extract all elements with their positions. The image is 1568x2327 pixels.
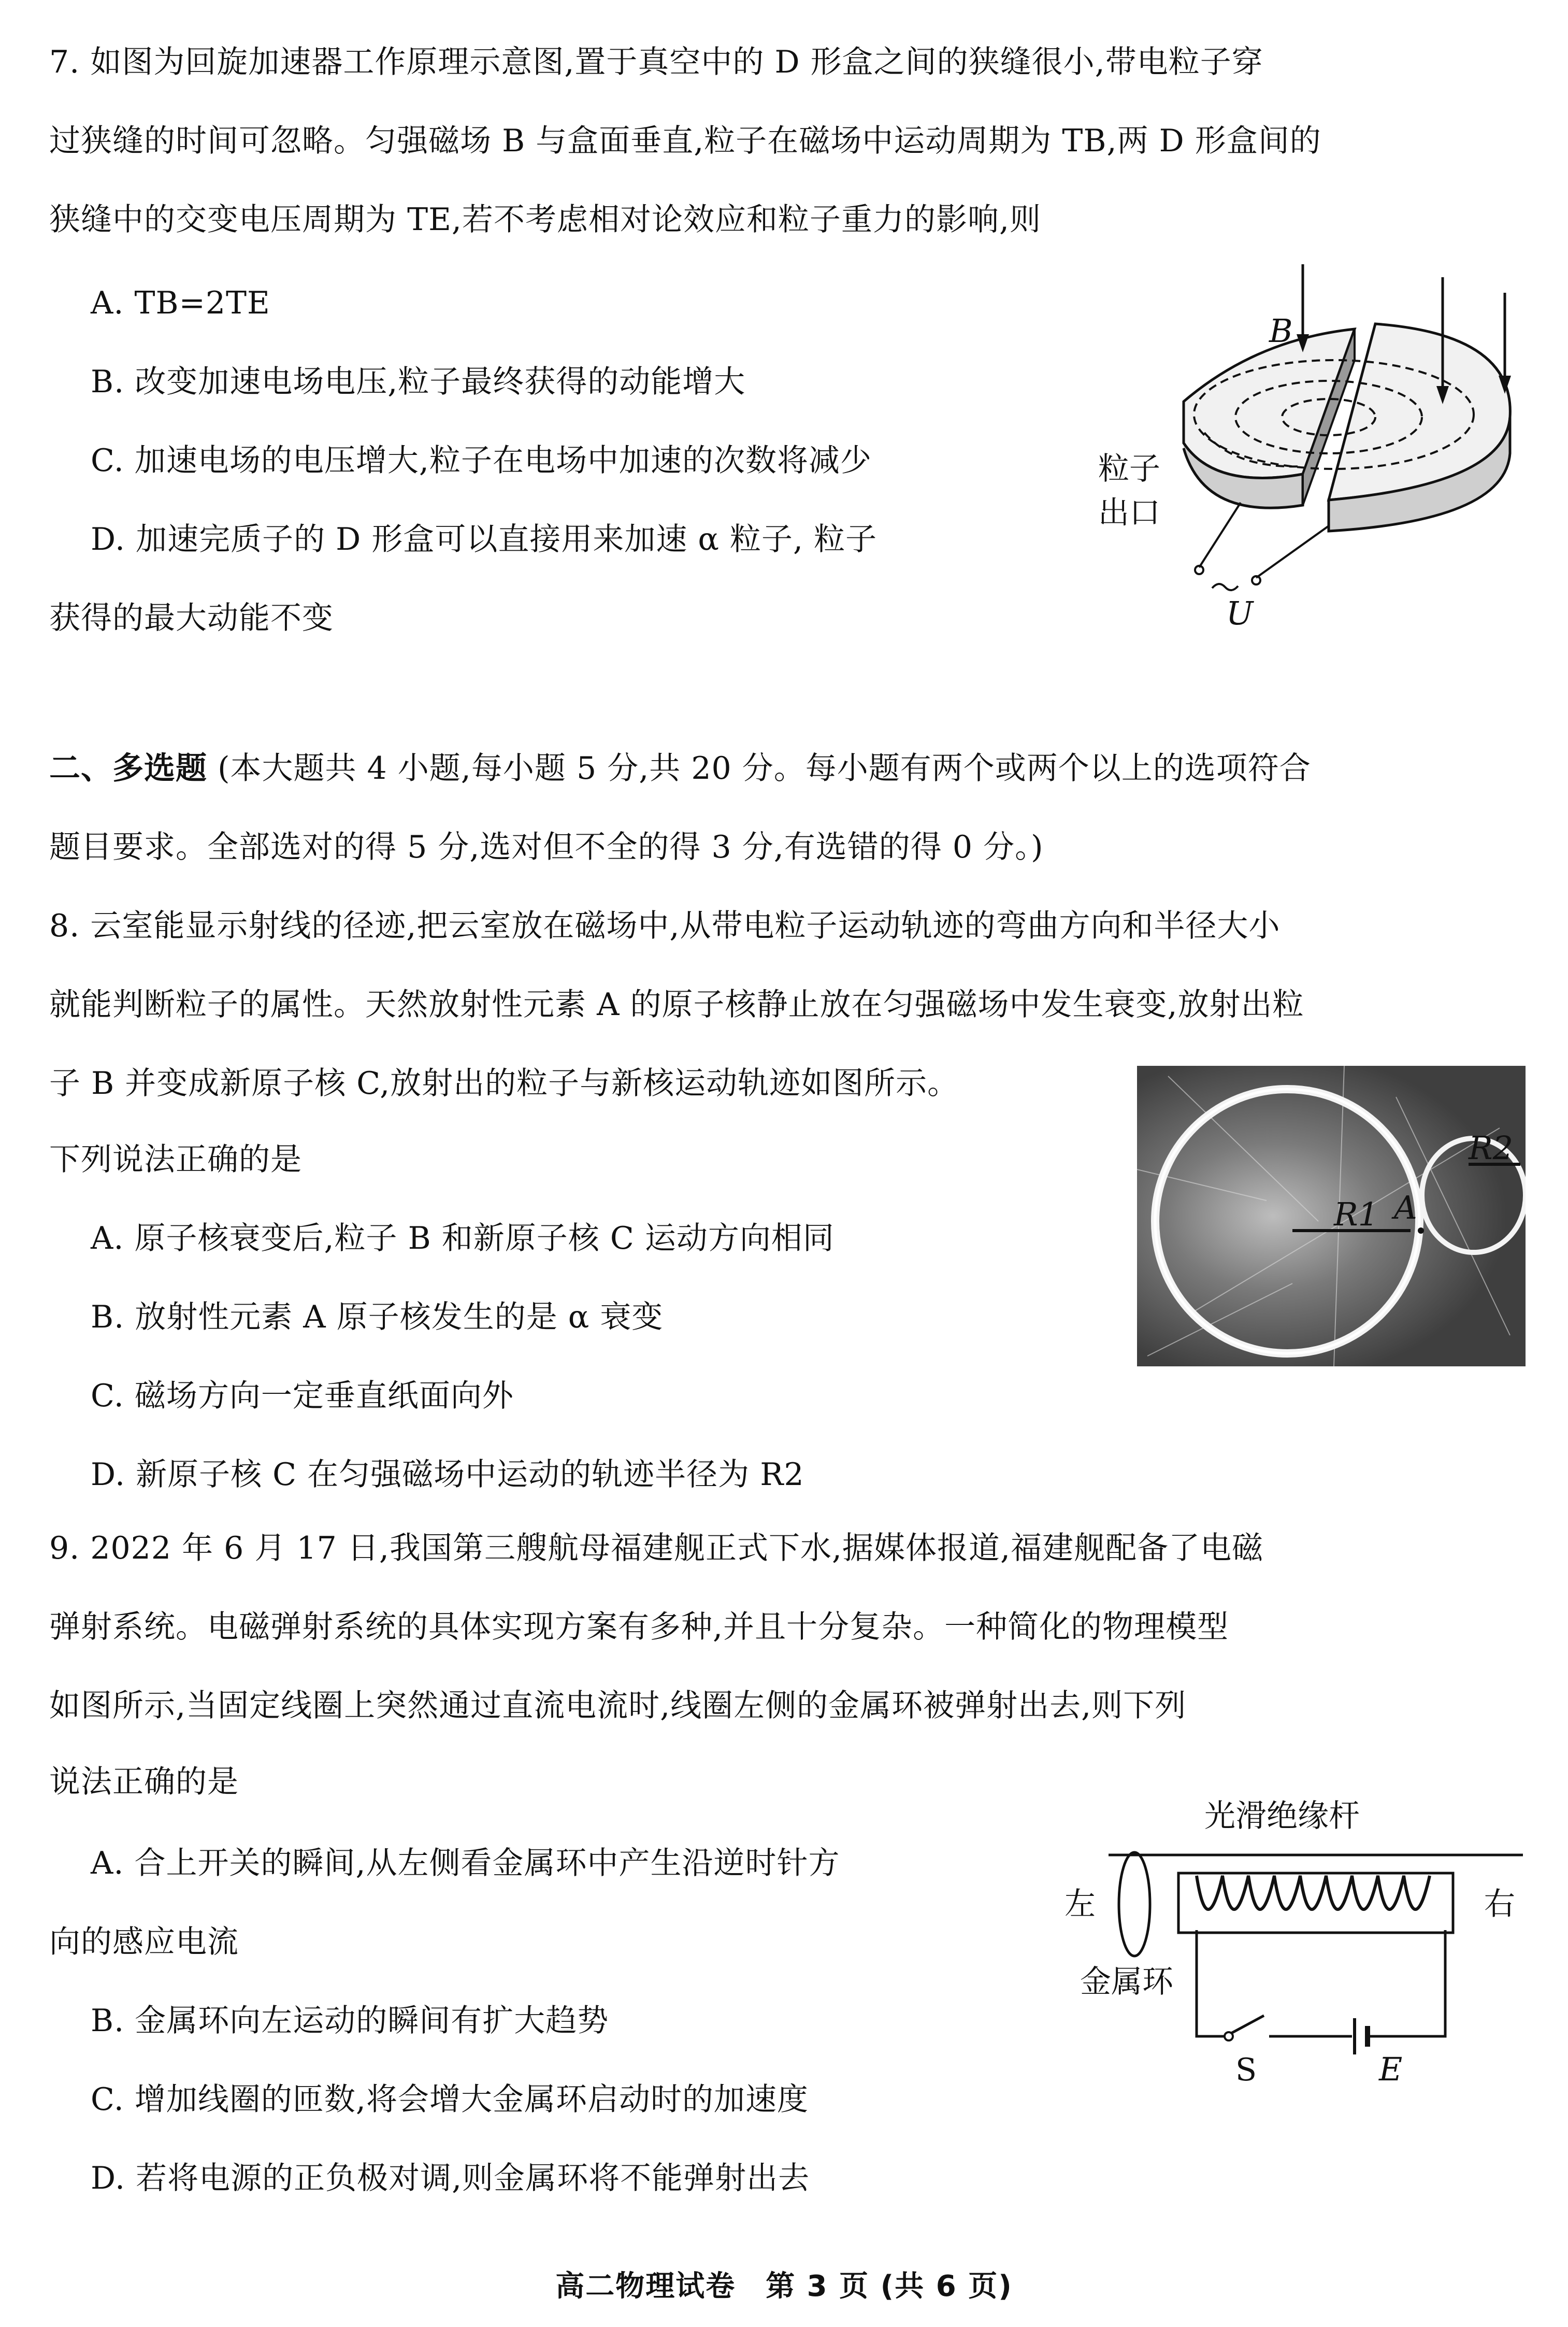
q8-line-1: 8. 云室能显示射线的径迹,把云室放在磁场中,从带电粒子运动轨迹的弯曲方向和半径大小 — [49, 908, 1281, 944]
q8-line-2: 就能判断粒子的属性。天然放射性元素 A 的原子核静止放在匀强磁场中发生衰变,放射出粒 — [49, 987, 1304, 1023]
q8-option-b: B. 放射性元素 A 原子核发生的是 α 衰变 — [91, 1299, 664, 1335]
q9-line-2: 弹射系统。电磁弹射系统的具体实现方案有多种,并且十分复杂。一种简化的物理模型 — [49, 1609, 1229, 1645]
rod-label: 光滑绝缘杆 — [1204, 1798, 1360, 1834]
q8-option-c: C. 磁场方向一定垂直纸面向外 — [91, 1378, 514, 1414]
ring-label: 金属环 — [1080, 1964, 1173, 2000]
q7-option-b: B. 改变加速电场电压,粒子最终获得的动能增大 — [91, 364, 746, 400]
cyclotron-figure — [1085, 262, 1541, 645]
em-launcher-figure — [1052, 1798, 1538, 2088]
right-label: 右 — [1484, 1886, 1515, 1922]
q9-option-d: D. 若将电源的正负极对调,则金属环将不能弹射出去 — [91, 2160, 810, 2196]
battery-label: E — [1379, 2050, 1403, 2088]
q8-option-a: A. 原子核衰变后,粒子 B 和新原子核 C 运动方向相同 — [91, 1220, 835, 1257]
r2-label: R2 — [1469, 1129, 1514, 1167]
left-label: 左 — [1064, 1886, 1096, 1922]
a-point-label: A — [1394, 1189, 1417, 1226]
q7-option-d-cont: 获得的最大动能不变 — [49, 600, 334, 636]
q9-option-a: A. 合上开关的瞬间,从左侧看金属环中产生沿逆时针方 — [91, 1845, 840, 1881]
cloud-chamber-photo — [1137, 1066, 1526, 1366]
q9-option-b: B. 金属环向左运动的瞬间有扩大趋势 — [91, 2003, 609, 2039]
q7-option-a: A. TB=2TE — [91, 285, 270, 321]
r1-label: R1 — [1334, 1195, 1379, 1233]
q9-line-1: 9. 2022 年 6 月 17 日,我国第三艘航母福建舰正式下水,据媒体报道,福建舰配备了电磁 — [49, 1530, 1264, 1566]
section2-heading: 二、多选题 — [49, 750, 207, 787]
q8-line-4: 下列说法正确的是 — [49, 1141, 302, 1178]
section2-text-1 — [49, 750, 1311, 787]
q7-option-d: D. 加速完质子的 D 形盒可以直接用来加速 α 粒子, 粒子 — [91, 521, 877, 558]
exit-label-1: 粒子 — [1098, 451, 1160, 487]
q9-line-3: 如图所示,当固定线圈上突然通过直流电流时,线圈左侧的金属环被弹射出去,则下列 — [49, 1688, 1187, 1724]
voltage-label: U — [1226, 594, 1254, 632]
section2-instructions: (本大题共 4 小题,每小题 5 分,共 20 分。每小题有两个或两个以上的选项符合 — [207, 750, 1311, 787]
page-footer: 高二物理试卷 第 3 页 (共 6 页) — [555, 2269, 1013, 2303]
q7-line-3: 狭缝中的交变电压周期为 TE,若不考虑相对论效应和粒子重力的影响,则 — [49, 202, 1042, 238]
b-field-label: B — [1269, 312, 1293, 350]
q8-option-d: D. 新原子核 C 在匀强磁场中运动的轨迹半径为 R2 — [91, 1457, 804, 1493]
q9-option-c: C. 增加线圈的匝数,将会增大金属环启动时的加速度 — [91, 2081, 809, 2118]
section2-line-2: 题目要求。全部选对的得 5 分,选对但不全的得 3 分,有选错的得 0 分。) — [49, 829, 1044, 865]
q9-line-4: 说法正确的是 — [49, 1764, 239, 1800]
section2-line-1 — [49, 748, 1311, 789]
q7-line-1: 7. 如图为回旋加速器工作原理示意图,置于真空中的 D 形盒之间的狭缝很小,带电粒子穿 — [49, 44, 1263, 80]
switch-label: S — [1235, 2052, 1257, 2088]
q8-line-3: 子 B 并变成新原子核 C,放射出的粒子与新核运动轨迹如图所示。 — [49, 1065, 959, 1102]
q7-option-c: C. 加速电场的电压增大,粒子在电场中加速的次数将减少 — [91, 442, 872, 479]
q9-option-a-cont: 向的感应电流 — [49, 1924, 239, 1960]
exit-label-2: 出口 — [1098, 495, 1160, 531]
q7-line-2: 过狭缝的时间可忽略。匀强磁场 B 与盒面垂直,粒子在磁场中运动周期为 TB,两 D 形盒间的 — [49, 123, 1321, 159]
